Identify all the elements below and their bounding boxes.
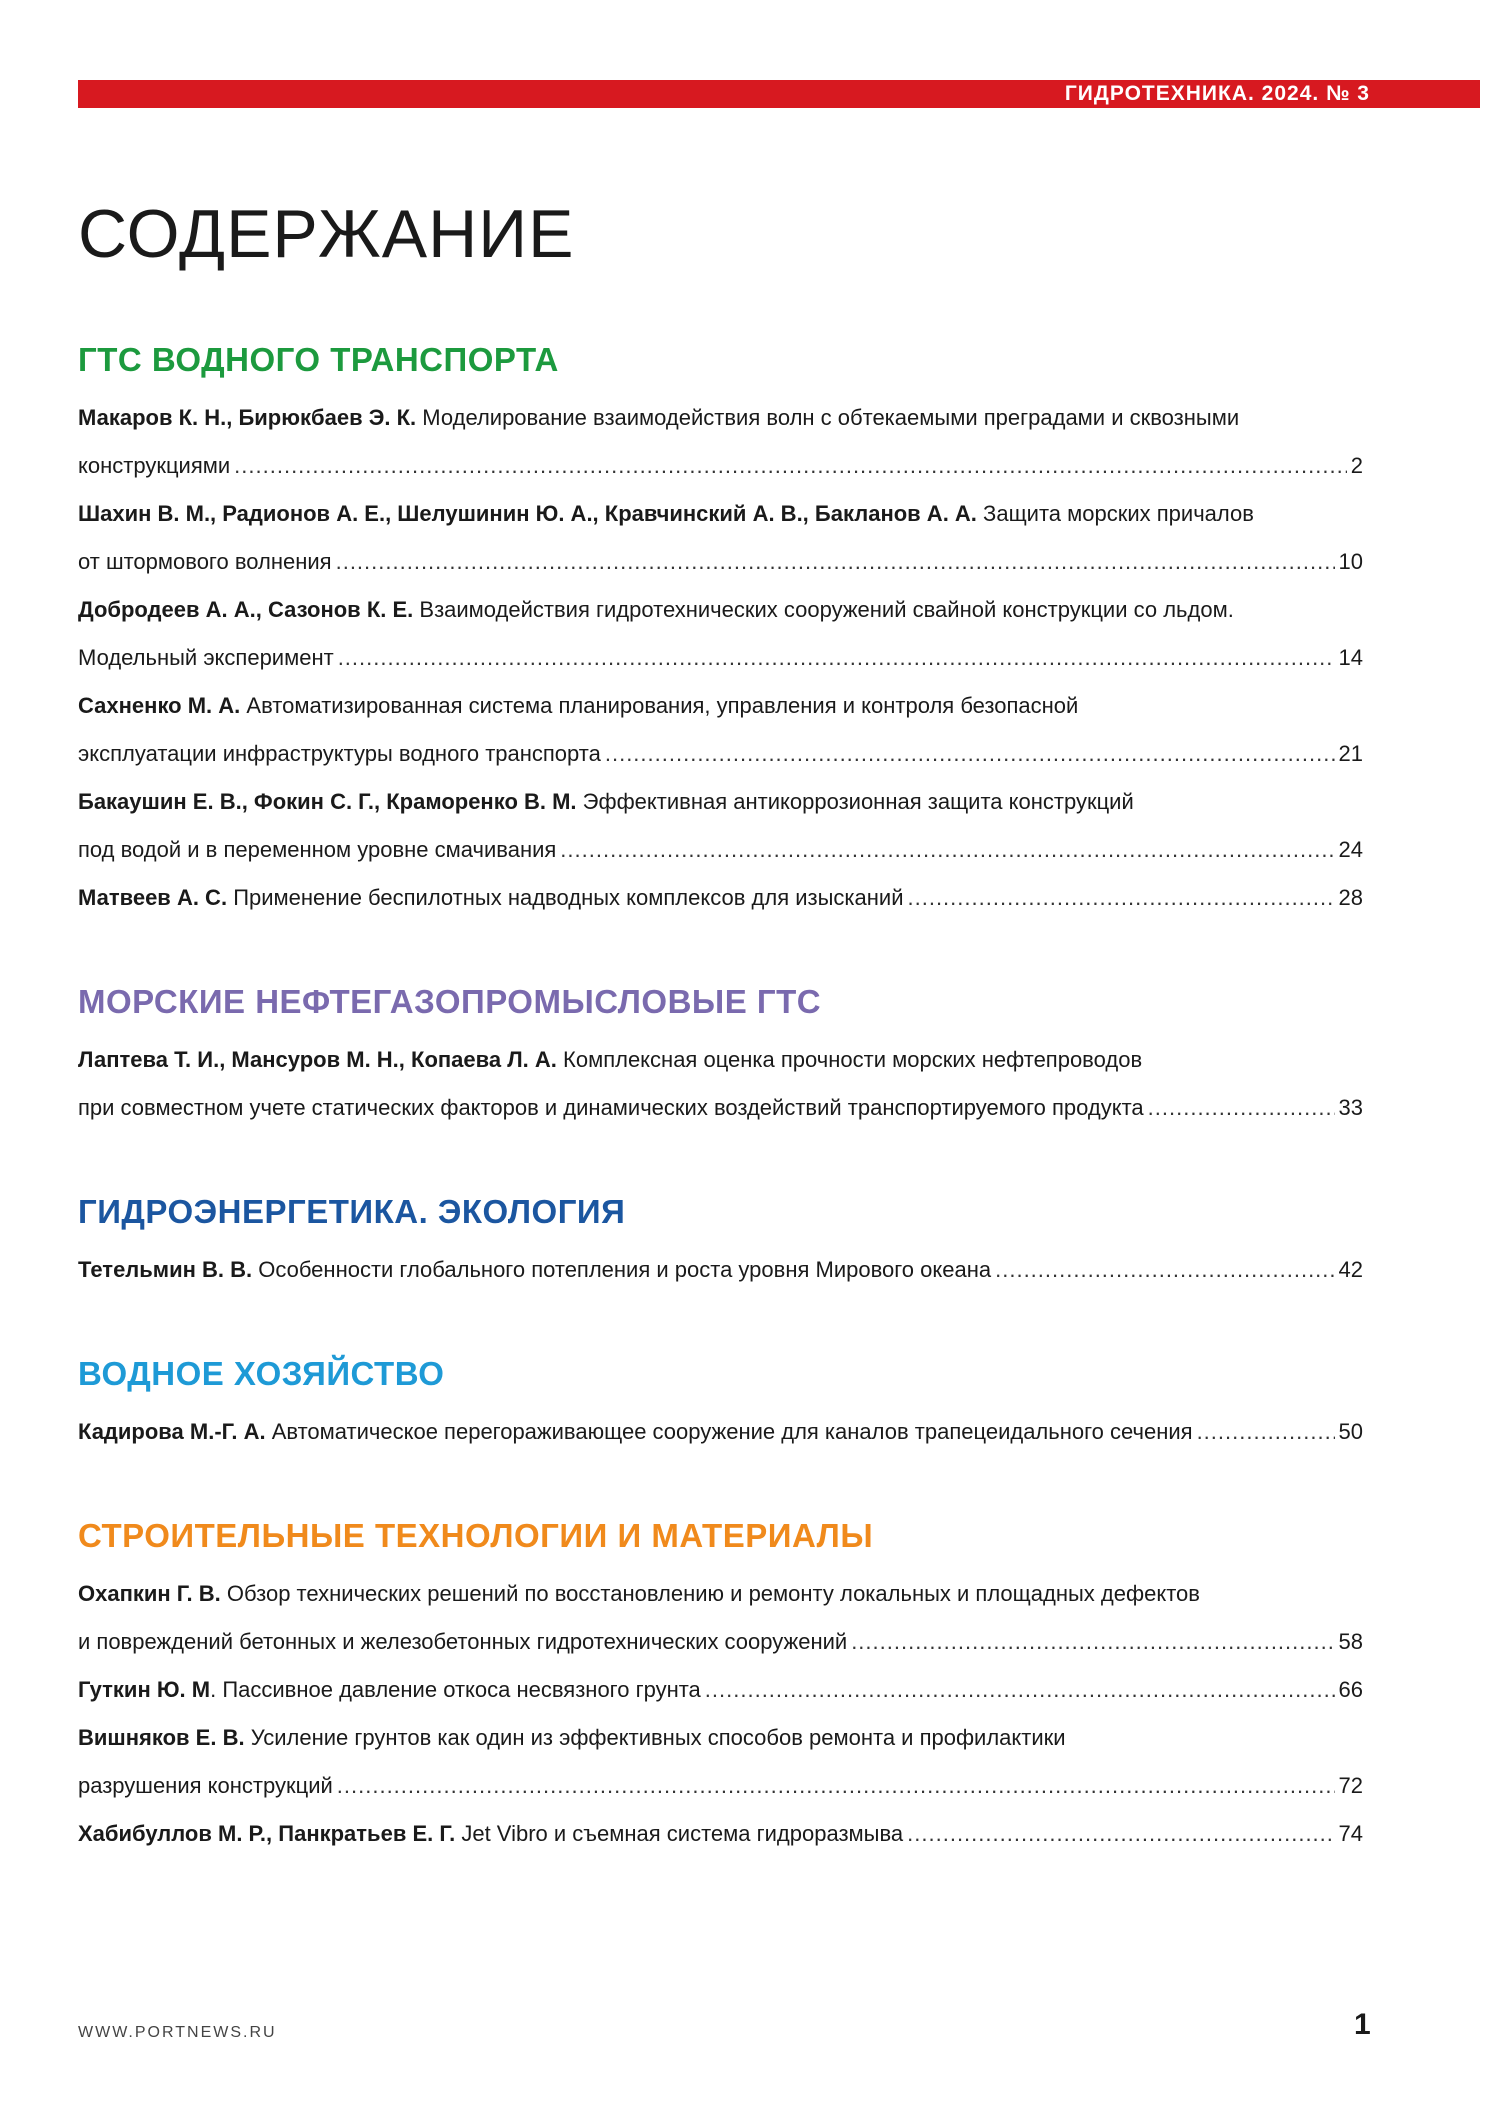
toc-entry[interactable] [78, 1810, 1363, 1858]
entry-text [78, 789, 1134, 814]
entry-line [78, 682, 1363, 730]
entry-title-text: Моделирование взаимодействия волн с обтекаемыми преградами и сквозными [422, 405, 1240, 430]
entry-text [78, 874, 904, 922]
entry-title-text: Взаимодействия гидротехнических сооружений свайной конструкции со льдом. [419, 597, 1234, 622]
entry-text [78, 1810, 903, 1858]
toc-entry[interactable] [78, 1666, 1363, 1714]
entry-text [78, 730, 601, 778]
entry-authors: Кадирова М.-Г. А. [78, 1419, 266, 1444]
entry-page-number: 42 [1338, 1257, 1363, 1282]
entry-line [78, 1246, 1363, 1294]
toc-entry[interactable] [78, 1570, 1363, 1666]
entry-text [78, 1725, 1066, 1750]
entry-title-text: Комплексная оценка прочности морских нефтепроводов [563, 1047, 1143, 1072]
entry-title-text: Автоматическое перегораживающее сооружение для каналов трапецеидального сечения [271, 1419, 1193, 1444]
section-title: СТРОИТЕЛЬНЫЕ ТЕХНОЛОГИИ И МАТЕРИАЛЫ [78, 1517, 874, 1554]
dot-leader [851, 1618, 1334, 1666]
entry-title-text: Защита морских причалов [983, 501, 1254, 526]
entry-authors: Тетельмин В. В. [78, 1257, 253, 1282]
entry-page-number: 72 [1338, 1773, 1363, 1798]
dot-leader [1148, 1084, 1335, 1132]
entry-title-text: Применение беспилотных надводных комплексов для изысканий [233, 885, 904, 910]
section-title: ГИДРОЭНЕРГЕТИКА. ЭКОЛОГИЯ [78, 1193, 626, 1230]
toc-section [78, 1352, 1363, 1456]
entry-line [78, 1036, 1363, 1084]
entry-title-text: Усиление грунтов как один из эффективных способов ремонта и профилактики [250, 1725, 1066, 1750]
toc-entry[interactable] [78, 394, 1363, 490]
toc-entry[interactable] [78, 778, 1363, 874]
dot-leader [337, 1762, 1335, 1810]
entry-authors: Вишняков Е. В. [78, 1725, 245, 1750]
entry-line [78, 1810, 1363, 1858]
entry-page-number: 14 [1338, 645, 1363, 670]
dot-leader [338, 634, 1335, 682]
journal-issue: ГИДРОТЕХНИКА. 2024. № 3 [1064, 82, 1370, 105]
entry-text [78, 1084, 1144, 1132]
entry-line [78, 1714, 1363, 1762]
entry-text [78, 1246, 991, 1294]
toc-section [78, 338, 1363, 922]
entry-text [78, 538, 332, 586]
dot-leader [560, 826, 1334, 874]
dot-leader [1197, 1408, 1335, 1456]
dot-leader [234, 442, 1347, 490]
entry-title-text: и повреждений бетонных и железобетонных гидротехнических сооружений [78, 1629, 848, 1654]
section-title: ВОДНОЕ ХОЗЯЙСТВО [78, 1355, 445, 1392]
toc-entry[interactable] [78, 874, 1363, 922]
entry-text [78, 1581, 1200, 1606]
toc-entry[interactable] [78, 682, 1363, 778]
entry-line [78, 634, 1363, 682]
entry-text [78, 693, 1078, 718]
entry-text [78, 826, 556, 874]
entry-authors: Лаптева Т. И., Мансуров М. Н., Копаева Л. А. [78, 1047, 557, 1072]
entry-authors: Матвеев А. С. [78, 885, 228, 910]
entry-page-number: 10 [1338, 549, 1363, 574]
page-number: 1 [1354, 2008, 1371, 2041]
table-of-contents [78, 338, 1363, 1916]
entry-line [78, 778, 1363, 826]
dot-leader [908, 874, 1335, 922]
entry-text [78, 1618, 847, 1666]
section-title: ГТС ВОДНОГО ТРАНСПОРТА [78, 341, 559, 378]
entry-text [78, 1762, 333, 1810]
entry-page-number: 24 [1338, 837, 1363, 862]
dot-leader [907, 1810, 1334, 1858]
entry-line [78, 1762, 1363, 1810]
toc-entry[interactable] [78, 1036, 1363, 1132]
entry-authors: Бакаушин Е. В., Фокин С. Г., Краморенко В. М. [78, 789, 577, 814]
toc-entry[interactable] [78, 1246, 1363, 1294]
entry-line [78, 538, 1363, 586]
entry-line [78, 490, 1363, 538]
header-bar [78, 80, 1480, 108]
toc-entry[interactable] [78, 1714, 1363, 1810]
entry-line [78, 586, 1363, 634]
toc-section [78, 1514, 1363, 1858]
entry-page-number: 28 [1338, 885, 1363, 910]
entry-page-number: 33 [1338, 1095, 1363, 1120]
toc-entry[interactable] [78, 490, 1363, 586]
entry-title-text: конструкциями [78, 453, 231, 478]
entry-title-text: Модельный эксперимент [78, 645, 334, 670]
entry-title-text: при совместном учете статических факторов и динамических воздействий транспортируемого продукта [78, 1095, 1144, 1120]
entry-page-number: 66 [1338, 1677, 1363, 1702]
entry-line [78, 1408, 1363, 1456]
dot-leader [705, 1666, 1335, 1714]
entry-authors: Охапкин Г. В. [78, 1581, 221, 1606]
entry-authors: Макаров К. Н., Бирюкбаев Э. К. [78, 405, 417, 430]
entry-page-number: 58 [1338, 1629, 1363, 1654]
entry-text [78, 501, 1254, 526]
entry-text [78, 405, 1239, 430]
entry-text [78, 1408, 1193, 1456]
entry-title-text: Автоматизированная система планирования, управления и контроля безопасной [246, 693, 1079, 718]
footer-url[interactable]: WWW.PORTNEWS.RU [78, 2024, 277, 2041]
entry-text [78, 1047, 1142, 1072]
entry-authors: Сахненко М. А. [78, 693, 241, 718]
entry-title-text: под водой и в переменном уровне смачивания [78, 837, 557, 862]
entry-line [78, 1084, 1363, 1132]
section-title: МОРСКИЕ НЕФТЕГАЗОПРОМЫСЛОВЫЕ ГТС [78, 983, 822, 1020]
entry-title-text: Обзор технических решений по восстановлению и ремонту локальных и площадных дефектов [226, 1581, 1200, 1606]
entry-line [78, 394, 1363, 442]
entry-line [78, 730, 1363, 778]
entry-page-number: 2 [1350, 453, 1363, 478]
entry-authors: Гуткин Ю. М [78, 1677, 211, 1702]
entry-authors: Хабибуллов М. Р., Панкратьев Е. Г. [78, 1821, 456, 1846]
toc-section [78, 980, 1363, 1132]
entry-title-text: эксплуатации инфраструктуры водного транспорта [78, 741, 601, 766]
entry-title-text: от штормового волнения [78, 549, 332, 574]
entry-title-text: . Пассивное давление откоса несвязного грунта [210, 1677, 701, 1702]
toc-entry[interactable] [78, 586, 1363, 682]
entry-line [78, 1570, 1363, 1618]
entry-page-number: 50 [1338, 1419, 1363, 1444]
dot-leader [605, 730, 1335, 778]
entry-text [78, 634, 334, 682]
entry-line [78, 874, 1363, 922]
entry-line [78, 826, 1363, 874]
dot-leader [995, 1246, 1334, 1294]
entry-text [78, 442, 230, 490]
entry-line [78, 442, 1363, 490]
entry-authors: Добродеев А. А., Сазонов К. Е. [78, 597, 414, 622]
entry-text [78, 1666, 701, 1714]
entry-title-text: Jet Vibro и съемная система гидроразмыва [461, 1821, 904, 1846]
entry-line [78, 1618, 1363, 1666]
toc-section [78, 1190, 1363, 1294]
entry-authors: Шахин В. М., Радионов А. Е., Шелушинин Ю. А., Кравчинский А. В., Бакланов А. А. [78, 501, 977, 526]
dot-leader [336, 538, 1335, 586]
entry-line [78, 1666, 1363, 1714]
entry-title-text: разрушения конструкций [78, 1773, 333, 1798]
entry-title-text: Особенности глобального потепления и роста уровня Мирового океана [258, 1257, 992, 1282]
toc-entry[interactable] [78, 1408, 1363, 1456]
entry-title-text: Эффективная антикоррозионная защита конструкций [582, 789, 1134, 814]
entry-page-number: 74 [1338, 1821, 1363, 1846]
entry-page-number: 21 [1338, 741, 1363, 766]
entry-text [78, 597, 1234, 622]
page-title: СОДЕРЖАНИЕ [78, 196, 575, 272]
